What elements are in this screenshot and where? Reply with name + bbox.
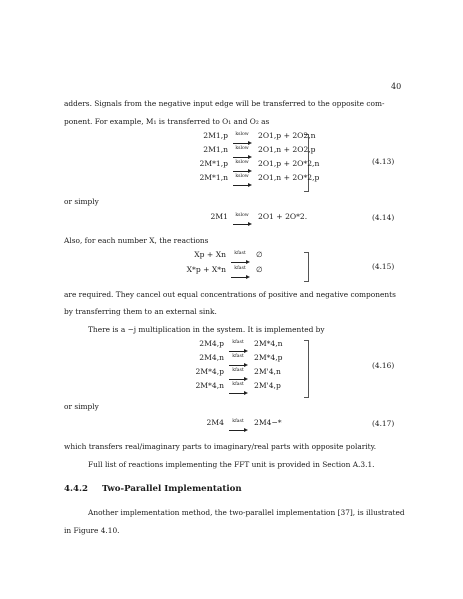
reaction-lhs: 2M*1,p [199,159,228,168]
reaction-rhs: 2O1,p + 2O*2,n [258,159,320,168]
reaction-rhs: ∅ [256,250,263,259]
reaction-lhs: Xp + Xn [194,250,226,259]
reaction-arrow [230,266,250,281]
rate-label: kfast [232,419,244,424]
rate-label: kfast [234,251,246,256]
rate-label: kslow [235,213,249,218]
rate-label: kslow [235,160,249,165]
reaction-rhs: ∅ [256,265,263,274]
rate-label: kfast [234,266,246,271]
reaction-arrow [232,174,252,189]
reaction-arrow [230,251,250,266]
reaction-rhs: 2O1,n + 2O2,p [258,145,316,154]
paragraph-line: in Figure 4.10. [64,526,120,535]
paragraph-line: or simply [64,197,99,206]
rate-label: kslow [235,132,249,137]
reaction-lhs: 2M4 [206,418,224,427]
rate-label: kfast [232,340,244,345]
reaction-arrow [232,213,252,228]
reaction-lhs: 2M*4,n [195,381,224,390]
equation-brace [304,252,309,282]
paragraph-line: There is a −j multiplication in the system. It is implemented by [88,325,325,334]
reaction-lhs: 2M1,n [203,145,228,154]
rate-label: kslow [235,174,249,179]
section-heading [64,484,242,494]
reaction-lhs: 2M1,p [203,131,228,140]
reaction-rhs: 2O1 + 2O*2. [258,212,308,221]
equation-number: (4.15) [372,262,395,271]
paragraph-line: ponent. For example, M₁ is transferred to O₁ and O₂ as [64,117,270,126]
reaction-rhs: 2O1,p + 2O2,n [258,131,316,140]
reaction-rhs: 2M*4,n [254,339,283,348]
paragraph-line: Full list of reactions implementing the FFT unit is provided in Section A.3.1. [88,460,375,469]
arrow-wrap [230,266,250,285]
arrow-wrap [228,382,248,401]
reaction-rhs: 2O1,n + 2O*2,p [258,173,320,182]
reaction-lhs: 2M4,n [199,353,224,362]
reaction-lhs: X*p + X*n [186,265,226,274]
arrow-wrap [232,174,252,193]
reaction-rhs: 2M*4,p [254,353,283,362]
rate-label: kfast [232,382,244,387]
paragraph-line: adders. Signals from the negative input edge will be transferred to the opposite com- [64,99,385,108]
reaction-lhs: 2M*1,n [199,173,228,182]
reaction-rhs: 2M4−* [254,418,282,427]
paragraph-line: Another implementation method, the two-parallel implementation [37], is illustrated [88,508,405,517]
arrow-wrap [232,213,252,232]
reaction-lhs: 2M*4,p [195,367,224,376]
reaction-arrow [228,382,248,397]
rate-label: kslow [235,146,249,151]
paragraph-line: by transferring them to an external sink. [64,307,217,316]
paragraph-line: Also, for each number X, the reactions [64,236,209,245]
section-number: 4.4.2 [64,484,88,494]
rate-label: kfast [232,368,244,373]
paragraph-line: which transfers real/imaginary parts to imaginary/real parts with opposite polarity. [64,442,377,451]
equation-number: (4.14) [372,213,395,222]
equation-number: (4.16) [372,361,395,370]
reaction-rhs: 2M'4,p [254,381,281,390]
reaction-arrow [228,419,248,434]
paragraph-line: or simply [64,402,99,411]
reaction-rhs: 2M'4,n [254,367,281,376]
equation-number: (4.13) [372,157,395,166]
paragraph-line: are required. They cancel out equal concentrations of positive and negative components [64,290,396,299]
reaction-lhs: 2M1 [210,212,228,221]
equation-brace [304,340,309,398]
arrow-wrap [228,419,248,438]
page-number: 40 [391,82,402,91]
equation-number: (4.17) [372,419,395,428]
reaction-lhs: 2M4,p [199,339,224,348]
rate-label: kfast [232,354,244,359]
section-title: Two-Parallel Implementation [101,484,242,494]
